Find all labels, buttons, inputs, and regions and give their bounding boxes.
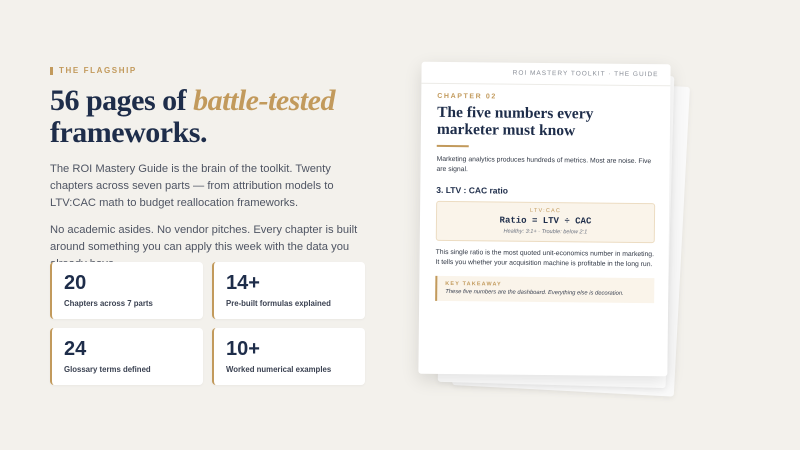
formula-label: LTV:CAC bbox=[530, 207, 562, 215]
section-heading: 3. LTV : CAC ratio bbox=[436, 184, 508, 196]
stat-label: Worked numerical examples bbox=[226, 365, 332, 374]
stat-value: 10+ bbox=[226, 338, 260, 360]
document-header: ROI MASTERY TOOLKIT · THE GUIDE bbox=[421, 62, 670, 87]
chapter-label: CHAPTER 02 bbox=[437, 92, 497, 101]
document-title: The five numbers every marketer must know bbox=[436, 103, 594, 140]
document-body bbox=[419, 84, 670, 304]
formula-note: Healthy: 3:1+ · Trouble: below 2:1 bbox=[503, 228, 588, 236]
takeaway-label: KEY TAKEAWAY bbox=[445, 280, 502, 288]
headline-part1: 56 pages of bbox=[50, 84, 194, 117]
stat-card bbox=[50, 328, 203, 385]
takeaway-text: These five numbers are the dashboard. Everything else is decoration. bbox=[445, 288, 624, 297]
title-divider bbox=[437, 145, 469, 147]
document-paragraph: This single ratio is the most quoted unit-economics number in marketing. It tells you whether your acquisition machine is profitable in the long run. bbox=[435, 248, 655, 269]
headline-part2: frameworks. bbox=[50, 116, 207, 149]
stat-card bbox=[212, 328, 365, 385]
eyebrow-label: THE FLAGSHIP bbox=[59, 66, 137, 75]
stat-label: Pre-built formulas explained bbox=[226, 299, 331, 308]
stat-card bbox=[212, 262, 365, 319]
document-intro: Marketing analytics produces hundreds of metrics. Most are noise. Five are signal. bbox=[436, 155, 652, 174]
formula: Ratio = LTV ÷ CAC bbox=[499, 215, 592, 227]
hero-paragraph-2: No academic asides. No vendor pitches. Every chapter is built around something you can apply this week with the data you bbox=[50, 224, 358, 253]
stat-value: 20 bbox=[64, 272, 87, 294]
stat-card bbox=[50, 262, 203, 319]
eyebrow-bar-icon bbox=[50, 67, 53, 75]
headline bbox=[50, 85, 390, 149]
stats-grid bbox=[50, 262, 365, 385]
stat-value: 24 bbox=[64, 338, 87, 360]
document-page bbox=[418, 62, 670, 377]
eyebrow bbox=[50, 66, 370, 75]
key-takeaway bbox=[435, 276, 654, 303]
hero-section bbox=[50, 66, 370, 273]
headline-accent: battle-tested bbox=[193, 84, 335, 117]
hero-paragraph-1: The ROI Mastery Guide is the brain of the toolkit. Twenty chapters across seven parts — from attribution models to LTV:CAC math to budget reallocation frameworks. bbox=[50, 163, 334, 209]
document-preview bbox=[420, 63, 670, 393]
stat-value: 14+ bbox=[226, 272, 260, 294]
formula-box bbox=[436, 201, 655, 243]
stat-label: Chapters across 7 parts bbox=[64, 299, 153, 308]
stat-label: Glossary terms defined bbox=[64, 365, 151, 374]
